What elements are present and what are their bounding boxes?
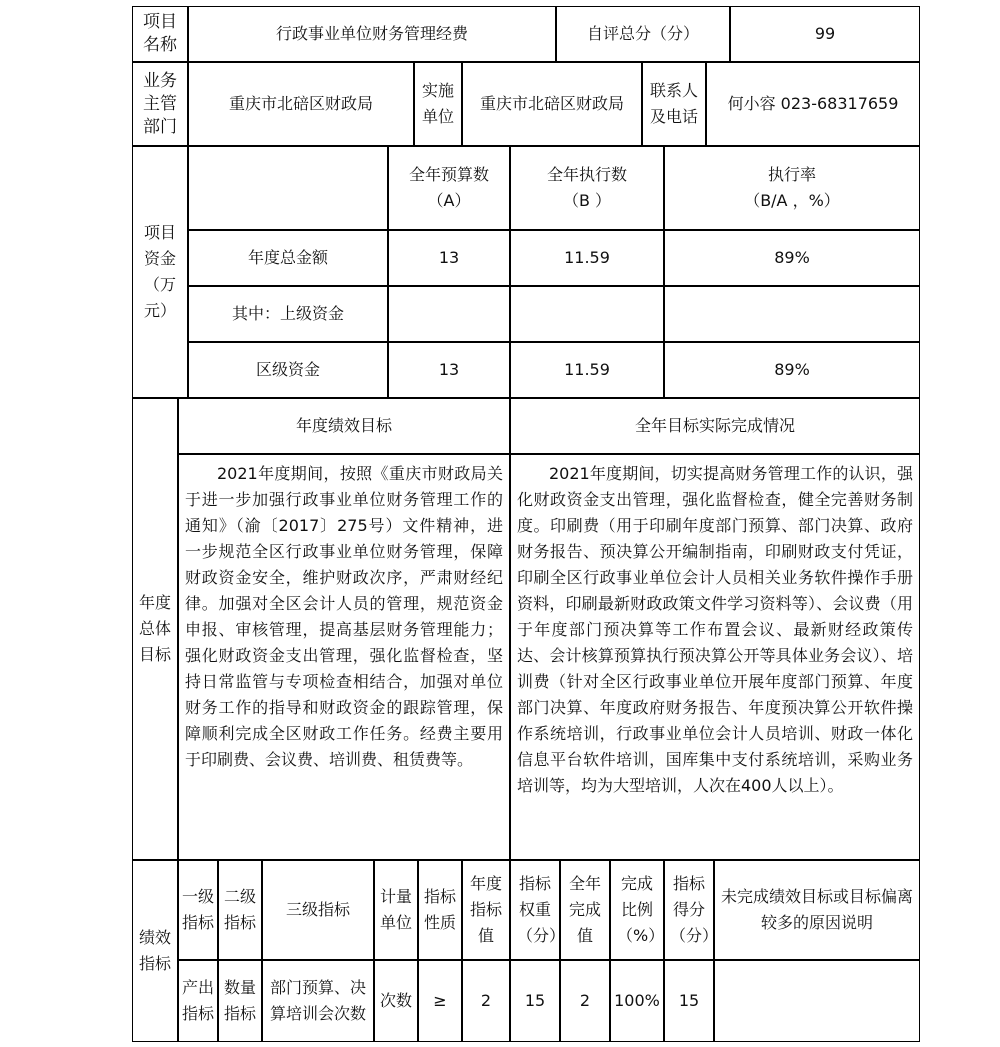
col-budget-header: 全年预算数 （A） (388, 146, 510, 230)
ind-level3: 部门预算、决算培训会次数 (262, 960, 374, 1042)
funds-row-rate: 89% (664, 230, 920, 286)
contact-label: 联系人及电话 (642, 62, 706, 146)
dept-value: 重庆市北碚区财政局 (188, 62, 414, 146)
impl-label: 实施单位 (414, 62, 462, 146)
project-name-label: 项目名称 (132, 6, 188, 62)
ind-weight: 15 (510, 960, 560, 1042)
col-exec-header: 全年执行数 （B ） (510, 146, 664, 230)
ind-level1: 产出指标 (178, 960, 218, 1042)
funds-row-budget: 13 (388, 342, 510, 398)
funds-row-label: 年度总金额 (188, 230, 388, 286)
dept-label: 业务主管部门 (132, 62, 188, 146)
hdr-level2: 二级指标 (218, 860, 262, 960)
self-score-value: 99 (730, 6, 920, 62)
hdr-reason: 未完成绩效目标或目标偏离较多的原因说明 (714, 860, 920, 960)
hdr-nature: 指标性质 (418, 860, 462, 960)
ind-nature: ≥ (418, 960, 462, 1042)
ind-unit: 次数 (374, 960, 418, 1042)
funds-row-exec (510, 286, 664, 342)
hdr-unit: 计量单位 (374, 860, 418, 960)
hdr-level1: 一级指标 (178, 860, 218, 960)
funds-row-exec: 11.59 (510, 230, 664, 286)
goals-section-label: 年度总体目标 (132, 398, 178, 860)
ind-done: 2 (560, 960, 610, 1042)
hdr-weight: 指标权重（分） (510, 860, 560, 960)
actual-text-cell (510, 454, 920, 860)
funds-row-label: 区级资金 (188, 342, 388, 398)
target-text: 2021年度期间，按照《重庆市财政局关于进一步加强行政事业单位财务管理工作的通知》（渝〔2017〕275号）文件精神，进一步规范全区行政事业单位财务管理，保障财政资金安全，维护财政次序，严肃财经纪律。加强对全区会计人员的管理，规范资金申报、审核管理，提高基层财务管理能力；强化财政资金支出管理，强化监督检查，坚持日常监管与专项检查相结合，加强对单位财务工作的指导和财政资金的跟踪管理，保障顺利完成全区财政工作任务。经费主要用于印刷费、会议费、培训费、租赁费等。 (185, 464, 503, 769)
funds-header-blank (188, 146, 388, 230)
funds-row-rate: 89% (664, 342, 920, 398)
actual-header: 全年目标实际完成情况 (510, 398, 920, 454)
funds-row-exec: 11.59 (510, 342, 664, 398)
ind-ratio: 100% (610, 960, 664, 1042)
ind-level2: 数量指标 (218, 960, 262, 1042)
hdr-annual: 年度指标值 (462, 860, 510, 960)
funds-row-label: 其中：上级资金 (188, 286, 388, 342)
funds-row-rate (664, 286, 920, 342)
contact-value: 何小容 023-68317659 (706, 62, 920, 146)
hdr-level3: 三级指标 (262, 860, 374, 960)
ind-reason (714, 960, 920, 1042)
actual-text: 2021年度期间，切实提高财务管理工作的认识，强化财政资金支出管理，强化监督检查，健全完善财务制度。印刷费（用于印刷年度部门预算、部门决算、政府财务报告、预决算公开编制指南，印刷财政支付凭证，印刷全区行政事业单位会计人员相关业务软件操作手册资料，印刷最新财政政策文件学习资料等）、会议费（用于年度部门预决算等工作布置会议、最新财经政策传达、会计核算预算执行预决算公开等具体业务会议）、培训费（针对全区行政事业单位开展年度部门预算、年度部门决算、年度政府财务报告、年度预决算公开软件操作系统培训，行政事业单位会计人员培训、财政一体化信息平台软件培训，国库集中支付系统培训，采购业务培训等，均为大型培训，人次在400人以上）。 (517, 464, 913, 795)
impl-value: 重庆市北碚区财政局 (462, 62, 642, 146)
project-name-value: 行政事业单位财务管理经费 (188, 6, 556, 62)
hdr-score: 指标得分（分） (664, 860, 714, 960)
hdr-ratio: 完成比例（%） (610, 860, 664, 960)
funds-row-budget: 13 (388, 230, 510, 286)
funds-section-label: 项目资金（万元） (132, 146, 188, 398)
target-text-cell (178, 454, 510, 860)
hdr-done: 全年完成值 (560, 860, 610, 960)
ind-annual: 2 (462, 960, 510, 1042)
col-rate-header: 执行率 （B/A ，%） (664, 146, 920, 230)
indicators-section-label: 绩效指标 (132, 860, 178, 1042)
self-score-label: 自评总分（分） (556, 6, 730, 62)
funds-row-budget (388, 286, 510, 342)
ind-score: 15 (664, 960, 714, 1042)
target-header: 年度绩效目标 (178, 398, 510, 454)
